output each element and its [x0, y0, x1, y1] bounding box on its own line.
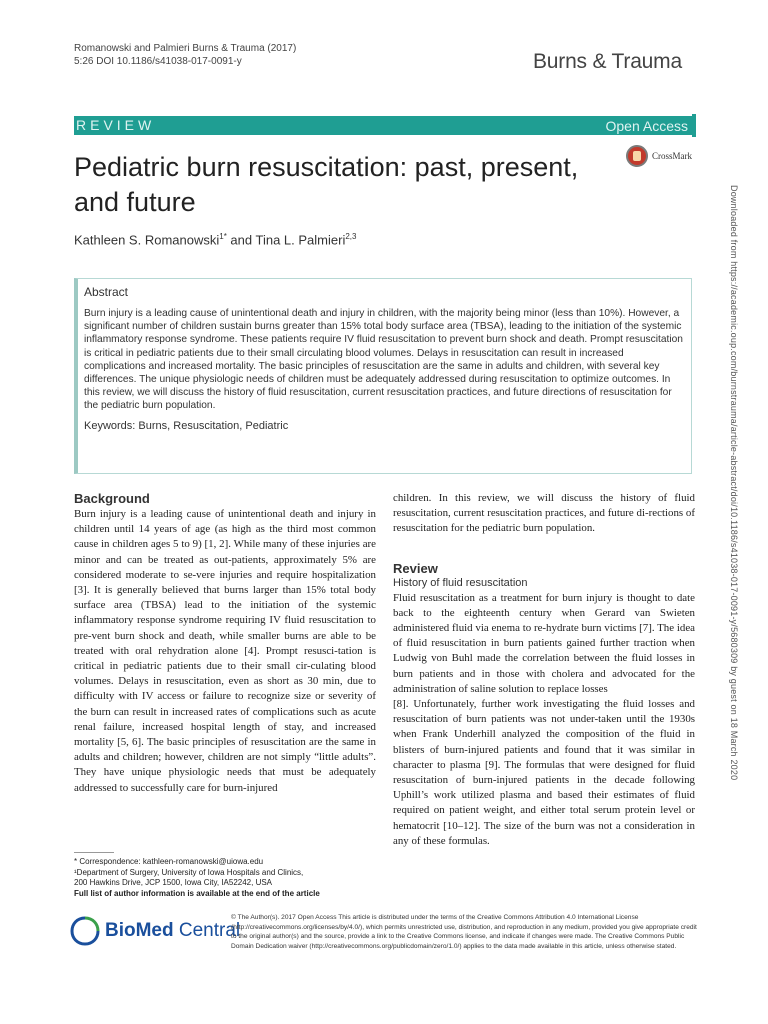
correspondence-note[interactable]: * Correspondence: kathleen-romanowski@uiowa.edu [74, 857, 264, 866]
citation-line-1: Romanowski and Palmieri Burns & Trauma (2017) [74, 43, 297, 54]
background-text: Burn injury is a leading cause of unintentional death and injury in children until 14 years of age (as high as the third most common cause in children ages 5 to 9) [1, 2]. While many of these injuries are minor and can be treated as out-patients, approximately 5% are considered moderate to se-vere injuries and require hospitalization [3]. It is generally believed that burns larger than 15% total body surface area (TBSA) lead to the initiation of the systemic inflammatory response syndrome requiring IV fluid resuscitation to pre-vent burn shock and death, while smaller burns are able to be treated with oral rehydration alone [4]. Prompt resusci-tation is critical in pediatric patients due to their small cir-culating blood volumes. Delays in resuscitation, even as short as 30 min, due to difficulty with IV access or failure to recognize size or severity of the burn can result in increased rates of complications such as acute renal failure, increased hospital length of stay, and increased mortality [5, 6]. The basic principles of resuscitation are the same in adults and children; however, children are not simply “little adults”. They have unique physiologic needs that must be adequately addressed to successfully care for burn-injured [74, 508, 376, 794]
background-continuation: children. In this review, we will discuss the history of fluid resuscitation, current resuscitation practices, and future di-rections of resuscitation for the pediatric burn population. [393, 492, 695, 535]
history-paragraph-1: Fluid resuscitation as a treatment for burn injury is thought to date back to the eighteenth century when Gerard van Swieten administered fluid via enema to re-hydrate burn victims [7]. The idea of fluid resuscitation in burn patients gained further traction when Ludwig von Buhl made the correlation between the fluid losses in burn patients and in those with cholera and advocated for the administration of saline solution to replace losses [393, 591, 695, 695]
keywords: Keywords: Burns, Resuscitation, Pediatric [84, 419, 289, 432]
footnotes [74, 857, 374, 899]
abstract-heading: Abstract [84, 285, 129, 299]
affiliation-line-2: 200 Hawkins Drive, JCP 1500, Iowa City, IA52242, USA [74, 878, 273, 887]
author-2-affil: 2,3 [345, 232, 357, 241]
crossmark-icon [626, 145, 648, 167]
article-type-label: REVIEW [76, 117, 156, 133]
author-1[interactable]: Kathleen S. Romanowski [74, 232, 220, 248]
citation-line-2: 5:26 DOI 10.1186/s41038-017-0091-y [74, 56, 242, 67]
journal-citation [74, 42, 296, 68]
abstract-box [74, 278, 692, 474]
download-watermark: Downloaded from https://academic.oup.com/burnstrauma/article-abstract/doi/10.1186/s41038-017-0091-y/5680309 by guest on 18 March 2020 [729, 185, 739, 781]
background-heading: Background [74, 491, 150, 506]
review-heading: Review [393, 560, 438, 576]
author-conjunction: and [226, 232, 256, 248]
open-access-label: Open Access [605, 118, 688, 134]
footnote-rule [74, 852, 114, 853]
journal-brand: Burns & Trauma [533, 50, 682, 73]
biomed-central-icon [70, 916, 100, 946]
article-type-band [74, 116, 696, 135]
license-statement: © The Author(s). 2017 Open Access This article is distributed under the terms of the Creative Commons Attribution 4.0 International License (http://creativecommons.org/licenses/by/4.0/), which permits unrestricted use, distribution, and reproduction in any medium, provided you give appropriate credit to the original author(s) and the source, provide a link to the Creative Commons license, and indicate if changes were made. The Creative Commons Public Domain Dedication waiver (http://creativecommons.org/publicdomain/zero/1.0/) applies to the data made available in this article, unless otherwise stated. [231, 914, 697, 950]
history-subheading: History of fluid resuscitation [393, 576, 528, 589]
article-title: Pediatric burn resuscitation: past, present, and future [74, 152, 579, 217]
left-column [74, 491, 376, 796]
affiliation-line-1: ¹Department of Surgery, University of Iowa Hospitals and Clinics, [74, 867, 304, 877]
author-list [74, 232, 356, 247]
history-paragraph-2: [8]. Unfortunately, further work investigating the fluid losses and resuscitation of burn patients was not under-taken until the 1930s when Frank Underhill analyzed the composition of the fluid in blisters of burn-injured patients and found that it was similar in character to plasma [9]. The formulas that were designed for fluid resuscitation of burn-injured patients in the decade following Uphill’s work utilized plasma and based their estimates of fluid required on patient weight, and either total serum protein level or hematocrit [10–12]. The size of the burn was not a consideration in any of these formulas. [393, 698, 695, 847]
band-end-tick [692, 114, 696, 137]
crossmark-badge[interactable] [626, 145, 692, 167]
right-column [393, 491, 695, 849]
publisher-logo[interactable] [70, 916, 240, 946]
full-list-note: Full list of author information is available at the end of the article [74, 888, 320, 898]
crossmark-label: CrossMark [652, 151, 692, 161]
author-2[interactable]: Tina L. Palmieri [255, 232, 346, 248]
publisher-name-bold: BioMed [105, 920, 174, 941]
publisher-name-rest: Central [173, 920, 241, 941]
abstract-text: Burn injury is a leading cause of unintentional death and injury in children, with the majority being minor (less than 10%). However, a significant number of children sustain burns greater than 15% total body surface area (TBSA), leading to the initiation of the systemic inflammatory response syndrome. These patients require IV fluid resuscitation to prevent burn shock and death. Prompt resuscitation is critical in pediatric patients due to their small circulating blood volumes. Delays in resuscitation can result in increased complications and increased mortality. The basic principles of resuscitation are the same in adults and children, with several key differences. The unique physiologic needs of children must be adequately addressed during resuscitation to optimize outcomes. In this review, we will discuss the history of fluid resuscitation, current resuscitation practices, and future directions of resuscitation for the pediatric burn population. [84, 308, 683, 412]
publisher-name [105, 920, 240, 942]
author-1-affil: 1* [219, 232, 227, 241]
